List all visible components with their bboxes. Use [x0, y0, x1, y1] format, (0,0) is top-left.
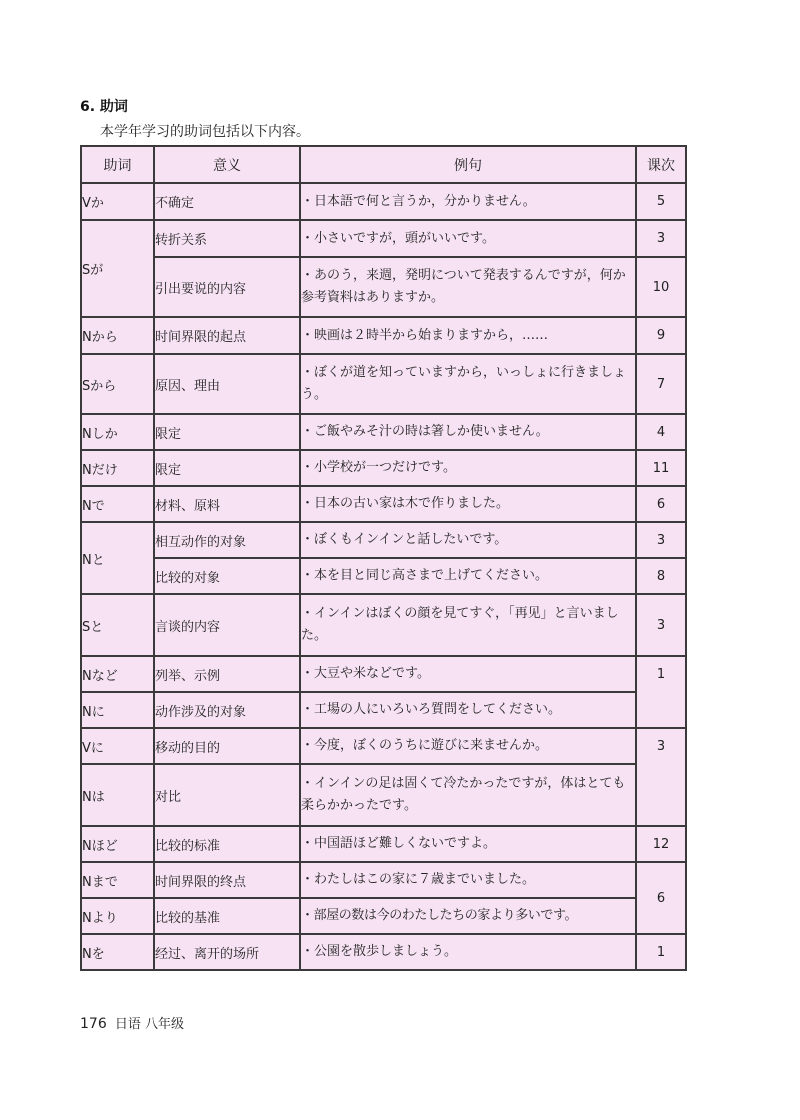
example-cell: ・部屋の数は今のわたしたちの家より多いです。: [300, 898, 636, 934]
example-cell: ・日本の古い家は木で作りました。: [300, 486, 636, 522]
meaning-cell: 移动的目的: [154, 728, 300, 764]
meaning-cell: 引出要说的内容: [154, 257, 300, 317]
lesson-cell: 11: [636, 450, 686, 486]
table-row: [81, 414, 686, 450]
example-cell: ・小さいですが，頭がいいです。: [300, 220, 636, 257]
particle-cell: Nから: [81, 317, 154, 354]
table-row: [81, 450, 686, 486]
lesson-cell: 10: [636, 257, 686, 317]
lesson-cell: 6: [636, 486, 686, 522]
header-example: 例句: [300, 146, 636, 183]
table-row: [81, 183, 686, 220]
table-row: [81, 692, 686, 728]
header-lesson: 课次: [636, 146, 686, 183]
meaning-cell: 相互动作的对象: [154, 522, 300, 558]
lesson-cell: 7: [636, 354, 686, 414]
example-cell: ・ぼくもインインと話したいです。: [300, 522, 636, 558]
table-header-row: [81, 146, 686, 183]
table-row: [81, 656, 686, 692]
lesson-cell: 3: [636, 522, 686, 558]
table-row: [81, 764, 686, 826]
meaning-cell: 转折关系: [154, 220, 300, 257]
lesson-cell: 9: [636, 317, 686, 354]
table-row: [81, 317, 686, 354]
particle-cell: Nを: [81, 934, 154, 970]
table-row: [81, 558, 686, 594]
example-cell: ・中国語ほど難しくないですよ。: [300, 826, 636, 862]
table-row: [81, 862, 686, 898]
particle-cell: Nほど: [81, 826, 154, 862]
particle-cell: Vに: [81, 728, 154, 764]
lesson-cell: 5: [636, 183, 686, 220]
meaning-cell: 限定: [154, 414, 300, 450]
particle-cell: Nなど: [81, 656, 154, 692]
meaning-cell: 经过、离开的场所: [154, 934, 300, 970]
example-cell: ・わたしはこの家に７歳までいました。: [300, 862, 636, 898]
lesson-cell: 8: [636, 558, 686, 594]
page-footer: [80, 1013, 184, 1032]
header-meaning: 意义: [154, 146, 300, 183]
table-row: [81, 354, 686, 414]
particle-cell: Vか: [81, 183, 154, 220]
section-title: 6. 助词: [80, 99, 128, 115]
page-number: 176: [80, 1016, 107, 1032]
meaning-cell: 原因、理由: [154, 354, 300, 414]
example-cell: ・あのう，来週，発明について発表するんですが，何か参考資料はありますか。: [300, 257, 636, 317]
table-row: [81, 934, 686, 970]
meaning-cell: 对比: [154, 764, 300, 826]
table-row: [81, 257, 686, 317]
example-cell: ・ぼくが道を知っていますから，いっしょに行きましょう。: [300, 354, 636, 414]
example-cell: ・工場の人にいろいろ質問をしてください。: [300, 692, 636, 728]
lesson-cell: 6: [636, 862, 686, 934]
meaning-cell: 动作涉及的对象: [154, 692, 300, 728]
example-cell: ・小学校が一つだけです。: [300, 450, 636, 486]
meaning-cell: 限定: [154, 450, 300, 486]
book-title: 日语 八年级: [114, 1017, 185, 1032]
lesson-cell: 3: [636, 728, 686, 826]
example-cell: ・ご飯やみそ汁の時は箸しか使いません。: [300, 414, 636, 450]
lesson-cell: 4: [636, 414, 686, 450]
lesson-cell: 3: [636, 220, 686, 257]
meaning-cell: 时间界限的终点: [154, 862, 300, 898]
example-cell: ・今度，ぼくのうちに遊びに来ませんか。: [300, 728, 636, 764]
meaning-cell: 时间界限的起点: [154, 317, 300, 354]
particle-cell: Nまで: [81, 862, 154, 898]
particle-cell: Sから: [81, 354, 154, 414]
particle-cell: Sが: [81, 220, 154, 317]
section-intro: 本学年学习的助词包括以下内容。: [100, 124, 310, 140]
example-cell: ・映画は２時半から始まりますから，……: [300, 317, 636, 354]
table-row: [81, 826, 686, 862]
table-row: [81, 220, 686, 257]
table-row: [81, 594, 686, 656]
particle-table: [80, 145, 687, 971]
example-cell: ・本を目と同じ高さまで上げてください。: [300, 558, 636, 594]
lesson-cell: 1: [636, 656, 686, 728]
meaning-cell: 列举、示例: [154, 656, 300, 692]
table-row: [81, 522, 686, 558]
particle-cell: Nしか: [81, 414, 154, 450]
meaning-cell: 言谈的内容: [154, 594, 300, 656]
table-row: [81, 728, 686, 764]
example-cell: ・公園を散歩しましょう。: [300, 934, 636, 970]
table-row: [81, 898, 686, 934]
particle-cell: Nは: [81, 764, 154, 826]
example-cell: ・大豆や米などです。: [300, 656, 636, 692]
particle-cell: Nで: [81, 486, 154, 522]
meaning-cell: 比较的标准: [154, 826, 300, 862]
example-cell: ・日本語で何と言うか，分かりません。: [300, 183, 636, 220]
header-particle: 助词: [81, 146, 154, 183]
particle-cell: Nに: [81, 692, 154, 728]
lesson-cell: 1: [636, 934, 686, 970]
meaning-cell: 材料、原料: [154, 486, 300, 522]
meaning-cell: 比较的对象: [154, 558, 300, 594]
lesson-cell: 12: [636, 826, 686, 862]
meaning-cell: 不确定: [154, 183, 300, 220]
particle-cell: Nより: [81, 898, 154, 934]
example-cell: ・インインはぼくの顔を見てすぐ，「再见」と言いました。: [300, 594, 636, 656]
example-cell: ・インインの足は固くて冷たかったですが，体はとても柔らかかったです。: [300, 764, 636, 826]
particle-cell: Nだけ: [81, 450, 154, 486]
particle-cell: Nと: [81, 522, 154, 594]
particle-cell: Sと: [81, 594, 154, 656]
table-row: [81, 486, 686, 522]
lesson-cell: 3: [636, 594, 686, 656]
meaning-cell: 比较的基准: [154, 898, 300, 934]
